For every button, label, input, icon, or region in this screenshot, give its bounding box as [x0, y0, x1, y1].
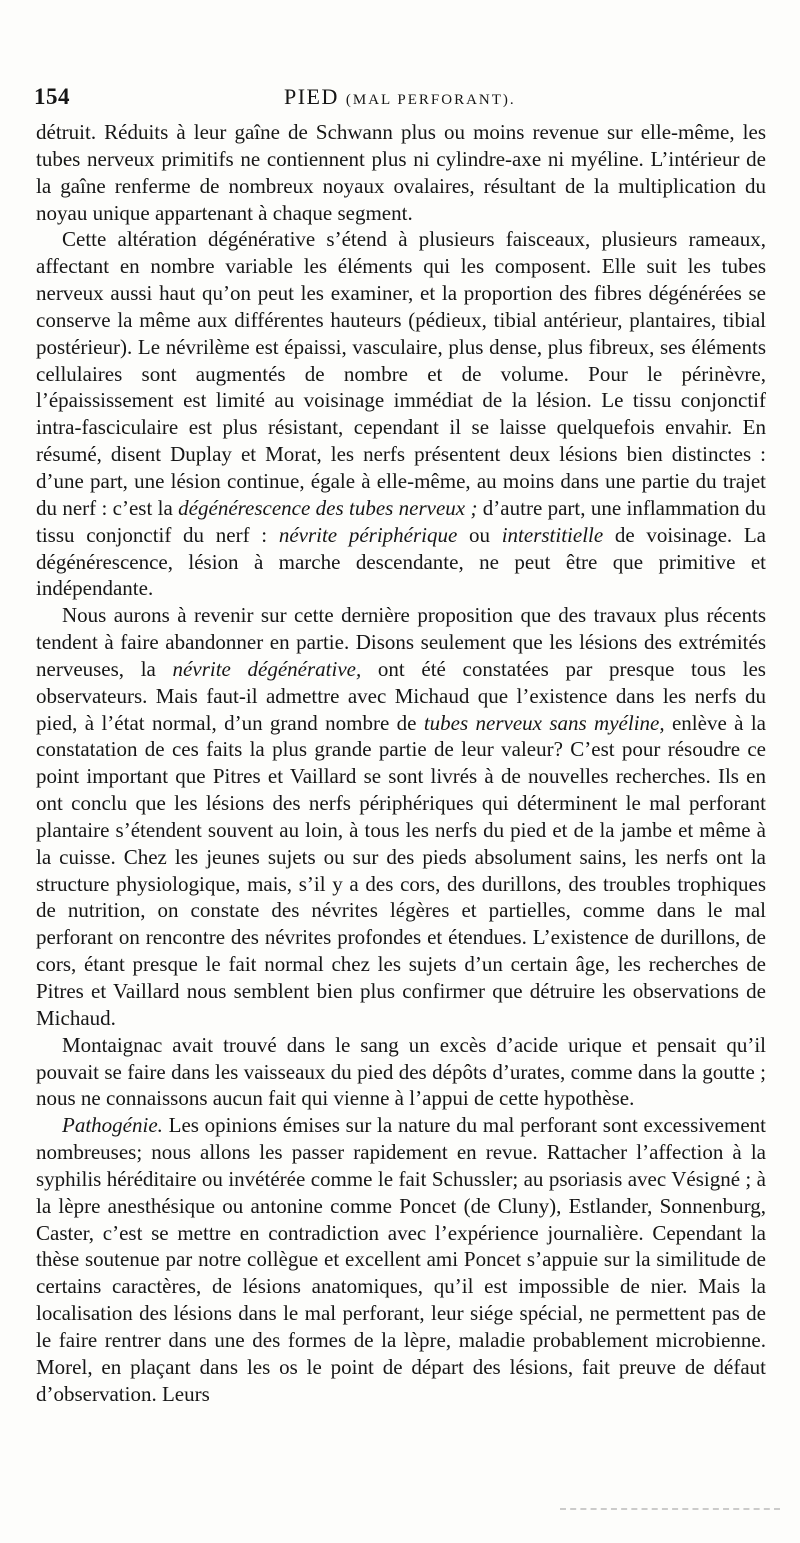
italic-run: interstitielle — [501, 522, 604, 547]
running-head-subtitle: (MAL PERFORANT). — [345, 92, 516, 108]
running-head — [284, 84, 516, 110]
paragraph — [36, 226, 766, 602]
italic-run: névrite dégénérative, — [172, 656, 362, 681]
paragraph — [36, 119, 766, 226]
paragraph — [36, 1032, 766, 1113]
text-run: enlève à la constatation de ces faits la plus grande partie de leur valeur? C’est pour résoudre ce point important que Pitres et Vaillard se sont livrés à de nouvelles recherches. Ils en ont conclu que les lésions des nerfs périphériques qui déterminent le mal perforant plantaire s’étendent souvent au loin, à tous les nerfs du pied et de la jambe et même à la cuisse. Chez les jeunes sujets ou sur des pieds absolument sains, les nerfs ont la structure physiologique, mais, s’il y a des cors, des durillons, des troubles trophiques de nutrition, on constate des névrites légères et partielles, comme dans le mal perforant on rencontre des névrites profondes et étendues. L’existence de durillons, de cors, étant presque le fait normal chez les sujets d’un certain âge, les recherches de Pitres et Vaillard nous semblent bien plus confirmer que détruire les observations de Michaud. — [36, 710, 766, 1030]
italic-run: Pathogénie. — [62, 1113, 163, 1138]
text-run: Cette altération dégénérative s’étend à plusieurs faisceaux, plusieurs rameaux, affectant en nombre variable les éléments qui les composent. Elle suit les tubes nerveux aussi haut qu’on peut les examiner, et la proportion des fibres dégénérées se conserve la même aux différentes hauteurs (pédieux, tibial antérieur, plantaires, tibial postérieur). Le névrilème est épaissi, vasculaire, plus dense, plus fibreux, ses éléments cellulaires sont augmentés de nombre et de volume. Pour le périnèvre, l’épaississement est limité au voisinage immédiat de la lésion. Le tissu conjonctif intra-fasciculaire est plus résistant, cependant il se laisse quelquefois envahir. En résumé, disent Duplay et Morat, les nerfs présentent deux lésions bien distinctes : d’une part, une lésion continue, égale à elle-même, au moins dans une partie du trajet du nerf : c’est la — [36, 227, 766, 520]
page-number: 154 — [34, 84, 70, 109]
text-run: Nous aurons à revenir sur cette dernière proposition que des travaux plus récents tendent à faire abandonner en partie. Disons seulement que les lésions des extrémités nerveuses, la — [36, 603, 766, 681]
italic-run: névrite périphérique — [278, 522, 458, 547]
text-run: Les opinions émises sur la nature du mal perforant sont excessivement nombreuses; nous allons les passer rapidement en revue. Rattacher l’affection à la syphilis héréditaire ou invétérée comme le fait Schussler; au psoriasis avec Vésigné ; à la lèpre anesthésique ou antonine comme Poncet (de Cluny), Estlander, Sonnenburg, Caster, c’est se mettre en contradiction avec l’expérience journalière. Cependant la thèse soutenue par notre collègue et excellent ami Poncet s’appuie sur la similitude de certains caractères, de lésions anatomiques, qu’il est impossible de nier. Mais la localisation des lésions dans le mal perforant, leur siége spécial, ne permettent pas de le faire rentrer dans une des formes de la lèpre, maladie probablement microbienne. Morel, en plaçant dans les os le point de départ des lésions, fait preuve de défaut d’observation. Leurs — [36, 1113, 766, 1406]
text-run: de voisinage. La dégénérescence, lésion à marche descendante, ne peut être que primitive et indépendante. — [36, 522, 766, 601]
page-header — [34, 84, 774, 114]
text-run: Montaignac avait trouvé dans le sang un excès d’acide urique et pensait qu’il pouvait se faire dans les vaisseaux du pied des dépôts d’urates, comme dans la goutte ; nous ne connaissons aucun fait qui vienne à l’appui de cette hypothèse. — [36, 1032, 766, 1111]
text-run: ont été constatées par presque tous les observateurs. Mais faut-il admettre avec Michaud que l’existence dans les nerfs du pied, à l’état normal, d’un grand nombre de — [36, 656, 766, 735]
body-text — [36, 119, 766, 1408]
scan-artifact-divider — [560, 1508, 780, 1512]
text-run: ou — [457, 522, 502, 547]
running-head-title: PIED — [284, 84, 339, 109]
paragraph — [36, 1112, 766, 1407]
paragraph — [36, 602, 766, 1032]
text-run: d’autre part, une inflammation du tissu conjonctif du nerf : — [36, 495, 766, 547]
italic-run: tubes nerveux sans myéline, — [423, 710, 665, 735]
text-run: détruit. Réduits à leur gaîne de Schwann plus ou moins revenue sur elle-même, les tubes nerveux primitifs ne contiennent plus ni cylindre-axe ni myéline. L’intérieur de la gaîne renferme de nombreux noyaux ovalaires, résultant de la multiplication du noyau unique appartenant à chaque segment. — [36, 120, 766, 225]
italic-run: dégénérescence des tubes nerveux ; — [178, 495, 478, 520]
